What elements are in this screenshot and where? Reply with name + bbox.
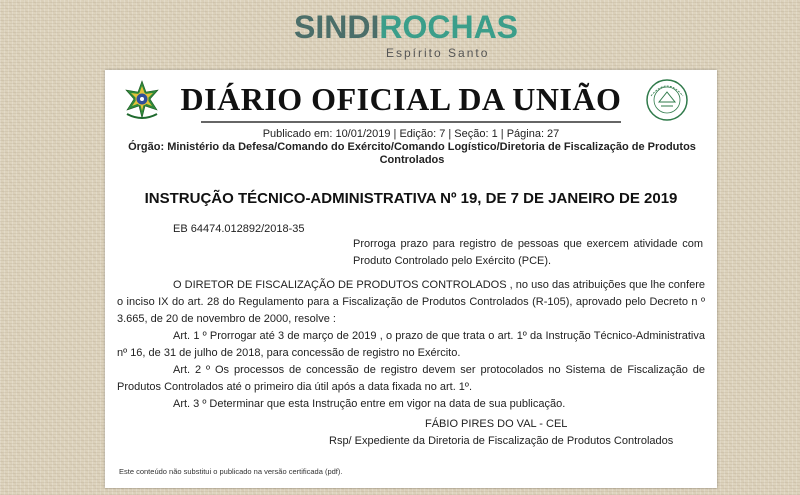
ementa: Prorroga prazo para registro de pessoas que exercem atividade com Produto Controlado pelo Exército (PCE).	[353, 238, 703, 267]
paragraph-preamble: O DIRETOR DE FISCALIZAÇÃO DE PRODUTOS CONTROLADOS , no uso das atribuições que lhe confere o inciso IX do art. 28 do Regulamento para a Fiscalização de Produtos Controlados (R-105), aprovado pelo Decreto n º 3.665, de 20 de novembro de 2000, resolve :	[117, 279, 705, 325]
process-reference: EB 64474.012892/2018-35	[173, 223, 305, 235]
logo-subtitle: Espírito Santo	[386, 46, 490, 60]
document-body	[117, 277, 705, 413]
orgao-line: Órgão: Ministério da Defesa/Comando do Exército/Comando Logístico/Diretoria de Fiscalização de Produtos Controlados	[128, 141, 696, 166]
disclaimer-note: Este conteúdo não substitui o publicado na versão certificada (pdf).	[119, 467, 343, 476]
logo-part-rochas: ROCHAS	[379, 9, 519, 45]
publication-info: Publicado em: 10/01/2019 | Edição: 7 | Seção: 1 | Página: 27	[262, 128, 560, 140]
masthead-title: DIÁRIO OFICIAL DA UNIÃO	[180, 81, 622, 117]
brazil-coat-of-arms-icon	[121, 80, 163, 120]
document-title: INSTRUÇÃO TÉCNICO-ADMINISTRATIVA Nº 19, DE 7 DE JANEIRO DE 2019	[144, 190, 678, 207]
paragraph-art-1: Art. 1 º Prorrogar até 3 de março de 2019 , o prazo de que trata o art. 1º da Instrução Técnico-Administrativa nº 16, de 31 de julho de 2018, para concessão de registro no Exército.	[117, 330, 705, 359]
imprensa-nacional-seal-icon	[645, 78, 689, 122]
paragraph-art-2: Art. 2 º Os processos de concessão de registro devem ser protocolados no Sistema de Fiscalização de Produtos Controlados até o primeiro dia útil após a data fixada no art. 1º.	[117, 364, 705, 393]
signature-name: FÁBIO PIRES DO VAL - CEL	[425, 418, 568, 430]
sindirochas-logo	[294, 10, 534, 60]
signature-role: Rsp/ Expediente da Diretoria de Fiscalização de Produtos Controlados	[329, 435, 674, 447]
official-gazette-page	[105, 70, 717, 488]
masthead-divider	[201, 121, 621, 123]
logo-wordmark	[294, 10, 518, 44]
logo-part-sindi: SINDI	[294, 9, 380, 45]
paragraph-art-3: Art. 3 º Determinar que esta Instrução entre em vigor na data de sua publicação.	[173, 398, 566, 410]
